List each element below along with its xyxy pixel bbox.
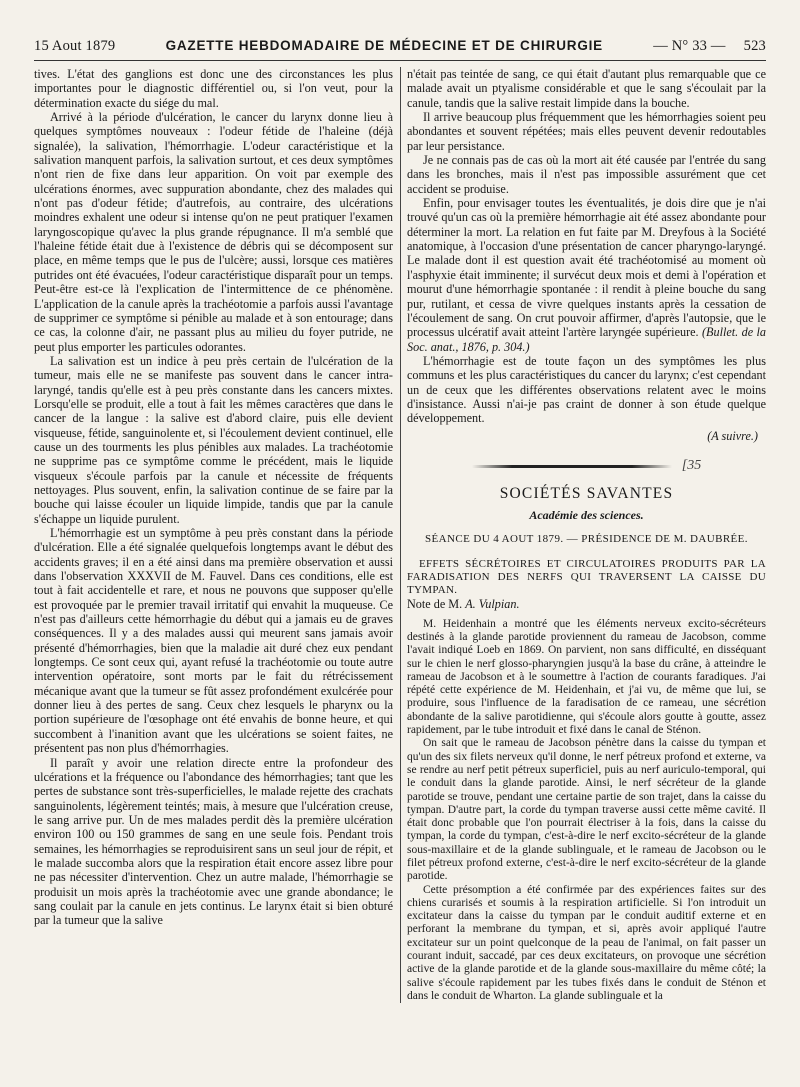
handwritten-mark: [35 [681, 457, 702, 473]
paragraph: Arrivé à la période d'ulcération, le cancer du larynx donne lieu à quelques symptômes nouveaux : l'odeur fétide de l'haleine (déjà signalée), la salivation, l'hémorrhagie. L'odeur caractéristique et la salivation manquent parfois, la salivation surtout, et ces deux symptômes n'ont rien de fixe dans leur apparition. On voit par exemple des ulcérations énormes, avec suppuration abondante, chez des malades qui n'ont pas d'odeur fétide; d'autrefois, au contraire, des ulcérations moindres exhalent une odeur si intense qu'on ne peut pratiquer l'examen laryngoscopique qu'avec la plus grande répugnance. Il m'a semblé que l'haleine fétide était due à l'existence de débris qui se décomposent sur place, en même temps que le pus de l'ulcère; aussi, lorsque ces matières putrides ont été évacuées, l'odeur caractéristique disparaît pour un temps. Peut-être est-ce là l'explication de l'intermittence de ce phénomène. L'application de la canule après la trachéotomie a parfois aussi l'avantage de supprimer ce symptôme si pénible au malade et à son entourage; dans ce cas, la colonne d'air, ne passant plus au milieu du foyer putride, ne peut plus emporter les particules odorantes. [34, 110, 393, 354]
paragraph: M. Heidenhain a montré que les éléments nerveux excito-sécréteurs destinés à la glande parotide proviennent du rameau de Jacobson, comme l'avait indiqué Loeb en 1869. On parvient, non sans difficulté, en disséquant sur le chien le nerf glosso-pharyngien jusqu'à la base du crâne, à atteindre le rameau de Jacobson et à le soumettre à l'action de courants faradiques. J'ai répété cette expérience de M. Heidenhain, et j'ai vu, de même que lui, se produire, sous l'influence de la faradisation de ce rameau, une sécrétion abondante de la salive parotidienne, qui s'écoule alors goutte à goutte, assez rapidement, par le tube introduit et fixé dans le canal de Sténon. [407, 617, 766, 737]
paragraph: Cette présomption a été confirmée par des expériences faites sur des chiens curarisés et soumis à la respiration artificielle. Si l'on introduit un excitateur dans la caisse du tympan par le conduit auditif externe et en perforant la membrane du tympan, et si, après avoir appliqué l'autre excitateur sur un point quelconque de la peau de l'animal, on fait passer un courant induit, saccadé, par ces deux excitateurs, on provoque une sécrétion active de la glande parotide et de la glande sous-maxillaire du même côté; la salive s'écoule rapidement par les tubes fixés dans le conduit de Sténon et dans le conduit de Wharton. La glande sublinguale et la [407, 883, 766, 1002]
to-be-continued: (A suivre.) [707, 428, 758, 443]
paragraph: L'hémorrhagie est un symptôme à peu près constant dans la période d'ulcération. Elle a été signalée quelquefois longtemps avant le début des accidents graves; il en a été ainsi dans ma première observation et aussi dans l'observation XXXVII de M. Fauvel. Dans ces conditions, elle est tout à fait accidentelle et rare, et nous ne pouvons que supposer qu'elle est provoquée par le premier travail irritatif qui envahit la muqueuse. Ce n'est pas d'ailleurs cette hémorrhagie du début qui a jamais eu de graves conséquences. Il y a des malades aussi qui meurent sans jamais avoir présenté d'hémorrhagies, bien que la maladie ait duré chez eux pendant longtemps. Ce sont ceux qui, ayant refusé la trachéotomie ou toute autre intervention opératoire, sont morts par le fait du rétrécissement mécanique avant que la tumeur se fût assez profondément exulcérée pour donner lieu à des pertes de sang. Ceux chez lesquels le pharynx ou la portion supérieure de l'œsophage ont été envahis de bonne heure, et qui succombent à l'inanition avant que les ulcérations se soient faites, ne présentent pas non plus d'hémorrhagies. [34, 526, 393, 756]
paragraph [407, 196, 766, 354]
paragraph: tives. L'état des ganglions est donc une des circonstances les plus importantes pour le diagnostic différentiel ou, si l'on veut, pour la détermination exacte du siége du mal. [34, 67, 393, 110]
section-title: SOCIÉTÉS SAVANTES [499, 485, 674, 503]
column-divider [400, 67, 401, 1003]
academy-heading: Académie des sciences. [529, 507, 644, 522]
paragraph: L'hémorrhagie est de toute façon un des symptômes les plus communs et les plus caractéristiques du cancer du larynx; c'est cependant un de ceux que les différentes observations relatent avec le moins d'insistance. Aussi n'ai-je pas craint de donner à son étude quelque développement. [407, 353, 766, 426]
section-rule [407, 459, 766, 473]
header-date: 15 Aout 1879 [34, 38, 116, 54]
page-number: 523 [743, 38, 766, 54]
citation: (Bullet. de la Soc. anat., 1876, p. 304.) [407, 325, 766, 354]
paragraph: n'était pas teintée de sang, ce qui était d'autant plus remarquable que ce malade avait un ptyalisme considérable et que le sang s'écoulait par la canule, tandis que la salive restait limpide dans la bouche. [407, 67, 766, 110]
page-header [34, 38, 766, 61]
paragraph: Je ne connais pas de cas où la mort ait été causée par l'entrée du sang dans les bronches, mais il n'est pas impossible assurément que cet accident se produise. [407, 153, 766, 196]
paragraph: On sait que le rameau de Jacobson pénètre dans la caisse du tympan et qu'un des six filets nerveux qu'il donne, le nerf pétreux profond et externe, va se rendre au nerf petit pétreux superficiel, puis au nerf auriculo-temporal, qui le conduit dans la glande parotide. Ainsi, le nerf sécréteur de la glande parotide se trouve, pendant une certaine partie de son trajet, dans la caisse du tympan. D'autre part, la corde du tympan traverse aussi cette même cavité. Il était donc probable que l'on pourrait électriser à la fois, dans la caisse du tympan, la corde du tympan, c'est-à-dire le nerf excito-sécréteur de la glande sous-maxillaire et de la glande sublinguale, et le rameau de Jacobson ou le filet pétreux profond externe, c'est-à-dire le nerf excito-sécréteur de la glande parotide. [407, 737, 766, 883]
paragraph: Il arrive beaucoup plus fréquemment que les hémorrhagies soient peu abondantes et souvent répétées; mais elles peuvent devenir redoutables par leur persistance. [407, 110, 766, 153]
note-author: A. Vulpian. [465, 597, 520, 612]
right-column [407, 67, 766, 1003]
left-column [34, 67, 393, 1003]
paragraph: La salivation est un indice à peu près certain de l'ulcération de la tumeur, mais elle ne se manifeste pas souvent dans le cancer intra-laryngé, tandis qu'elle est à peu près constante dans les cancers mixtes. Lorsqu'elle se produit, elle a tout à fait les mêmes caractères que dans le cancer de la langue : la salive est d'abord claire, puis elle devient visqueuse, fétide, sanguinolente et, si l'écoulement devient continuel, elle cause un des tourments les plus pénibles aux malades. La trachéotomie ne supprime pas ce symptôme comme le précédent, mais le liquide visqueux s'écoule parfois par la canule et nécessite de fréquents nettoyages. Plus souvent, enfin, la salivation continue de se faire par la bouche qui laisse écouler un liquide limpide, tandis que par la canule s'échappe un liquide purulent. [34, 353, 393, 526]
columns [34, 67, 766, 1003]
paragraph: Il paraît y avoir une relation directe entre la profondeur des ulcérations et la fréquence ou l'abondance des hémorrhagies; tant que les pertes de substance sont très-superficielles, le malade rejette des crachats sanguinolents, légèrement teintés; mais, à mesure que l'ulcération creuse, le sang arrive pur. Un de mes malades perdit dès la première ulcération environ 100 ou 150 grammes de sang en une seule fois. Pendant trois semaines, les hémorrhagies se reproduisirent sans un seul jour de répit, et le malade succomba alors que la respiration était encore assez libre pour ne pas nécessiter d'intervention. Chez un autre malade, l'hémorrhagie se produisit un mois après la trachéotomie avec une grande abondance; le sang coulait par la canule en jets continus. Le larynx était si bien obturé par la tumeur que la salive [34, 755, 393, 928]
article-byline [407, 597, 766, 611]
rule-line [472, 465, 672, 468]
seance-heading: SÉANCE DU 4 AOUT 1879. — PRÉSIDENCE DE M. DAUBRÉE. [425, 532, 748, 545]
header-right [653, 38, 766, 55]
paragraph-text: Enfin, pour envisager toutes les éventualités, je dois dire que je n'ai trouvé qu'un cas où la première hémorrhagie ait été assez abondante pour déterminer la mort. La relation en fut faite par M. Dreyfous à la Société anatomique, à l'occasion d'une présentation de cancer pharyngo-laryngé. Le malade dont il est question avait été trachéotomisé au moment où l'asphyxie était imminente; il survécut deux mois et demi à l'opération et mourut d'une hémorrhagie spontanée : il rendit à pleine bouche du sang pur, rutilant, et cessa de vivre quelques instants après la cessation de l'écoulement de sang. On crut pouvoir affirmer, d'après l'autopsie, que le processus ulcératif avait atteint l'artère laryngée supérieure. [407, 196, 766, 340]
issue-number: — N° 33 — [653, 38, 726, 54]
article-title: EFFETS SÉCRÉTOIRES ET CIRCULATOIRES PRODUITS PAR LA FARADISATION DES NERFS QUI TRAVERSENT LA CAISSE DU TYMPAN. [407, 558, 766, 597]
journal-title: GAZETTE HEBDOMADAIRE DE MÉDECINE ET DE CHIRURGIE [165, 38, 603, 53]
note-prefix: Note de M. [407, 597, 463, 612]
